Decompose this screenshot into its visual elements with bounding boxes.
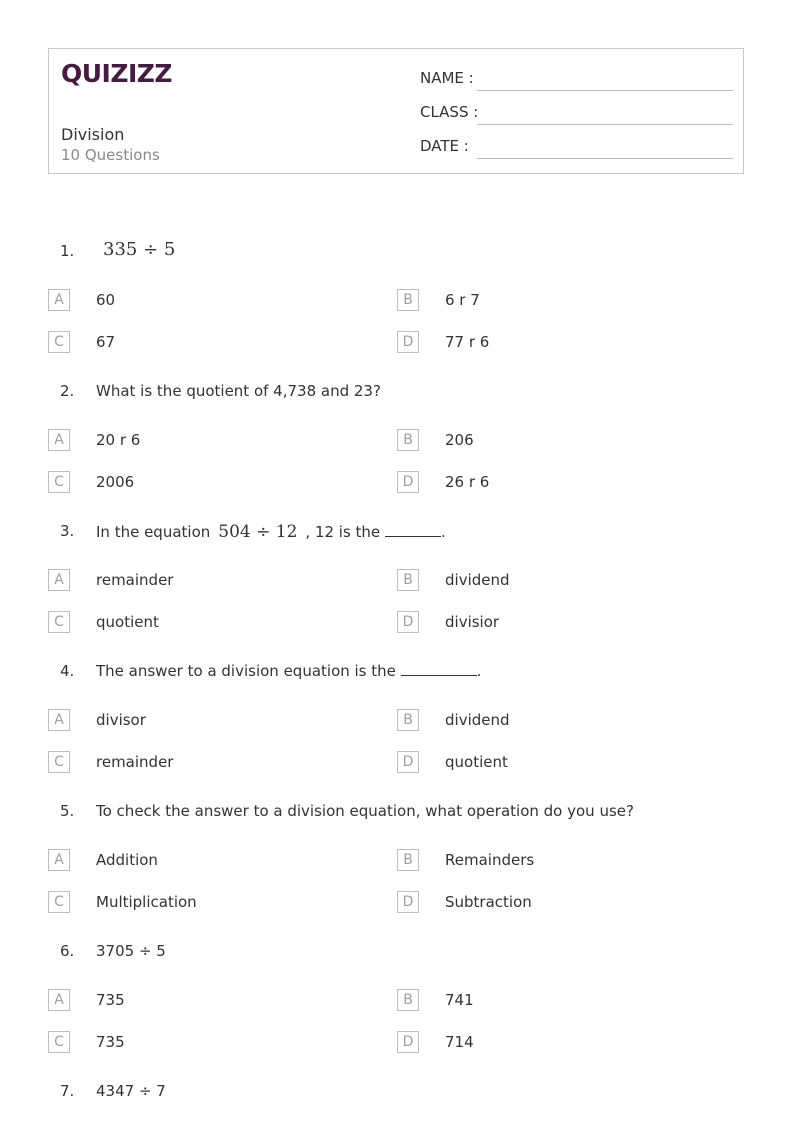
question-number: 4. xyxy=(60,662,75,680)
option-3d[interactable] xyxy=(397,611,737,635)
option-5a[interactable] xyxy=(48,849,388,873)
option-5c[interactable] xyxy=(48,891,388,915)
option-4d[interactable] xyxy=(397,751,737,775)
question-number: 7. xyxy=(60,1082,75,1100)
option-text: remainder xyxy=(96,571,174,589)
answer-blank xyxy=(401,675,477,676)
option-5b[interactable] xyxy=(397,849,737,873)
name-label: NAME : xyxy=(420,69,474,87)
option-text: 77 r 6 xyxy=(445,333,490,351)
question-text-after: , 12 is the xyxy=(305,523,381,541)
option-1c[interactable] xyxy=(48,331,388,355)
option-text: 26 r 6 xyxy=(445,473,490,491)
option-text: Subtraction xyxy=(445,893,532,911)
name-field[interactable] xyxy=(420,65,733,91)
option-2a[interactable] xyxy=(48,429,388,453)
option-text: 2006 xyxy=(96,473,135,491)
option-letter: C xyxy=(48,611,70,633)
option-text: divisior xyxy=(445,613,500,631)
option-6a[interactable] xyxy=(48,989,388,1013)
option-3b[interactable] xyxy=(397,569,737,593)
question-text: To check the answer to a division equation, what operation do you use? xyxy=(96,802,634,820)
date-field[interactable] xyxy=(420,133,733,159)
option-text: dividend xyxy=(445,711,510,729)
option-letter: D xyxy=(397,331,419,353)
option-letter: C xyxy=(48,471,70,493)
option-text: Remainders xyxy=(445,851,535,869)
option-letter: D xyxy=(397,751,419,773)
option-text: 735 xyxy=(96,1033,125,1051)
question-count: 10 Questions xyxy=(61,146,160,164)
question-5 xyxy=(0,799,794,825)
option-2d[interactable] xyxy=(397,471,737,495)
option-letter: C xyxy=(48,1031,70,1053)
option-text: 6 r 7 xyxy=(445,291,480,309)
option-1a[interactable] xyxy=(48,289,388,313)
question-number: 6. xyxy=(60,942,75,960)
question-number: 2. xyxy=(60,382,75,400)
option-text: divisor xyxy=(96,711,146,729)
question-number: 1. xyxy=(60,242,75,260)
option-letter: B xyxy=(397,849,419,871)
worksheet-title: Division xyxy=(61,125,125,144)
option-text: 741 xyxy=(445,991,474,1009)
question-math: 504 ÷ 12 xyxy=(218,522,298,542)
class-line xyxy=(477,124,733,125)
option-text: 714 xyxy=(445,1033,474,1051)
option-letter: C xyxy=(48,331,70,353)
date-line xyxy=(477,158,733,159)
question-text-before: In the equation xyxy=(96,523,211,541)
option-6d[interactable] xyxy=(397,1031,737,1055)
question-text-main: The answer to a division equation is the xyxy=(96,662,396,680)
option-text: 735 xyxy=(96,991,125,1009)
option-letter: B xyxy=(397,289,419,311)
quizizz-logo: QUIZIZZ xyxy=(61,59,173,88)
option-2b[interactable] xyxy=(397,429,737,453)
option-text: 20 r 6 xyxy=(96,431,141,449)
option-2c[interactable] xyxy=(48,471,388,495)
date-label: DATE : xyxy=(420,137,469,155)
option-letter: B xyxy=(397,989,419,1011)
option-5d[interactable] xyxy=(397,891,737,915)
option-letter: A xyxy=(48,289,70,311)
question-text: The answer to a division equation is the . xyxy=(96,662,482,680)
class-label: CLASS : xyxy=(420,103,479,121)
option-text: remainder xyxy=(96,753,174,771)
answer-blank xyxy=(385,536,441,537)
option-text: dividend xyxy=(445,571,510,589)
question-text: 4347 ÷ 7 xyxy=(96,1082,166,1100)
option-3c[interactable] xyxy=(48,611,388,635)
option-letter: C xyxy=(48,891,70,913)
question-2 xyxy=(0,379,794,405)
question-7 xyxy=(0,1079,794,1105)
name-line xyxy=(477,90,733,91)
option-letter: C xyxy=(48,751,70,773)
option-text: quotient xyxy=(96,613,159,631)
option-letter: D xyxy=(397,471,419,493)
question-text: In the equation 504 ÷ 12 , 12 is the . xyxy=(96,522,446,542)
option-letter: A xyxy=(48,989,70,1011)
worksheet-header xyxy=(48,48,744,174)
option-letter: B xyxy=(397,569,419,591)
option-letter: A xyxy=(48,569,70,591)
option-6c[interactable] xyxy=(48,1031,388,1055)
option-letter: D xyxy=(397,611,419,633)
question-math: 335 ÷ 5 xyxy=(103,239,176,260)
question-3 xyxy=(0,519,794,545)
question-1 xyxy=(0,239,794,265)
option-3a[interactable] xyxy=(48,569,388,593)
question-4 xyxy=(0,659,794,685)
question-6 xyxy=(0,939,794,965)
option-1b[interactable] xyxy=(397,289,737,313)
option-1d[interactable] xyxy=(397,331,737,355)
option-6b[interactable] xyxy=(397,989,737,1013)
option-letter: B xyxy=(397,709,419,731)
option-letter: D xyxy=(397,1031,419,1053)
option-text: 60 xyxy=(96,291,116,309)
question-number: 5. xyxy=(60,802,75,820)
class-field[interactable] xyxy=(420,99,733,125)
question-text: What is the quotient of 4,738 and 23? xyxy=(96,382,381,400)
option-4c[interactable] xyxy=(48,751,388,775)
option-4a[interactable] xyxy=(48,709,388,733)
option-letter: B xyxy=(397,429,419,451)
option-letter: A xyxy=(48,849,70,871)
option-text: 206 xyxy=(445,431,474,449)
option-letter: D xyxy=(397,891,419,913)
option-text: 67 xyxy=(96,333,116,351)
option-4b[interactable] xyxy=(397,709,737,733)
question-text: 3705 ÷ 5 xyxy=(96,942,166,960)
option-text: Multiplication xyxy=(96,893,197,911)
option-letter: A xyxy=(48,429,70,451)
option-text: quotient xyxy=(445,753,508,771)
option-text: Addition xyxy=(96,851,158,869)
question-number: 3. xyxy=(60,522,75,540)
option-letter: A xyxy=(48,709,70,731)
